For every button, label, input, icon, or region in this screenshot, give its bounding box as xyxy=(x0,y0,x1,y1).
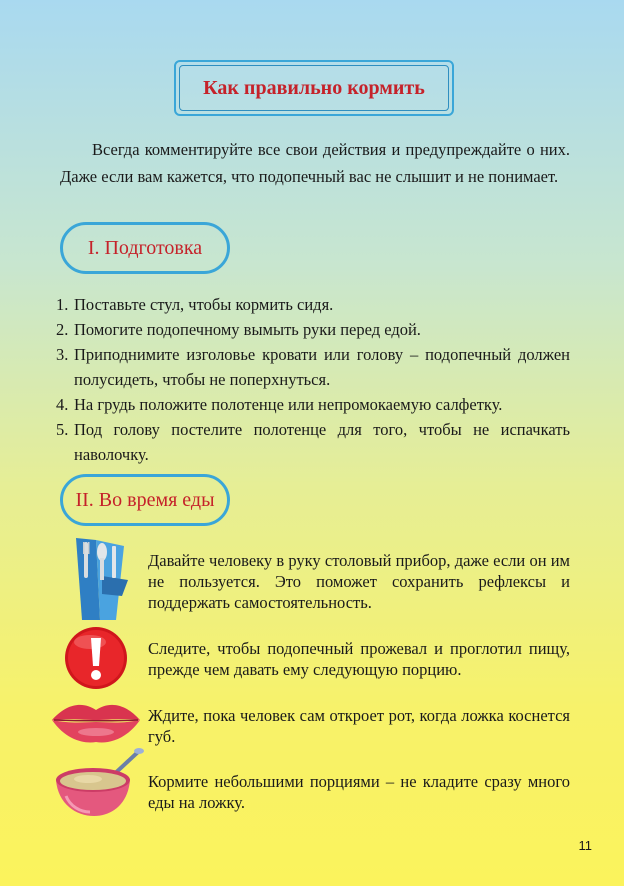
step-number: 1. xyxy=(56,295,69,314)
title-box xyxy=(174,60,454,116)
section-heading-during-meal: II. Во время еды xyxy=(60,474,230,526)
step-number: 3. xyxy=(56,345,69,364)
list-item xyxy=(56,342,570,392)
step-number: 5. xyxy=(56,420,69,439)
intro-paragraph xyxy=(60,136,570,190)
tip-text-open-mouth: Ждите, пока человек сам откроет рот, когда ложка коснется губ. xyxy=(148,706,570,746)
list-item xyxy=(56,317,570,342)
intro-text: Всегда комментируйте все свои действия и предупреждайте о них. Даже если вам кажется, что подопечный вас не слышит и не понимает. xyxy=(60,140,570,186)
lips-icon xyxy=(50,698,142,744)
step-text: Поставьте стул, чтобы кормить сидя. xyxy=(74,295,334,314)
step-text: На грудь положите полотенце или непромокаемую салфетку. xyxy=(74,395,503,414)
bowl-spoon-icon xyxy=(52,746,144,818)
step-text: Под голову постелите полотенце для того, чтобы не испачкать наволочку. xyxy=(74,420,570,464)
page-number: 11 xyxy=(578,838,592,853)
list-item xyxy=(56,292,570,317)
tip-text-cutlery: Давайте человеку в руку столовый прибор, даже если он им не пользуется. Это поможет сохранить рефлексы и поддержать самостоятельность. xyxy=(148,551,570,612)
tip-text-swallow: Следите, чтобы подопечный прожевал и проглотил пищу, прежде чем давать ему следующую порцию. xyxy=(148,639,570,679)
page-title: Как правильно кормить xyxy=(203,76,425,99)
step-text: Помогите подопечному вымыть руки перед едой. xyxy=(74,320,421,339)
list-item xyxy=(56,392,570,417)
cutlery-napkin-icon xyxy=(72,536,132,622)
list-item xyxy=(56,417,570,467)
step-number: 4. xyxy=(56,395,69,414)
exclamation-icon xyxy=(64,626,128,690)
tip-text-small-portions: Кормите небольшими порциями – не кладите сразу много еды на ложку. xyxy=(148,772,570,812)
step-number: 2. xyxy=(56,320,69,339)
section-heading-preparation: I. Подготовка xyxy=(60,222,230,274)
preparation-steps-list xyxy=(56,292,570,467)
step-text: Приподнимите изголовье кровати или голову – подопечный должен полусидеть, чтобы не поперхнуться. xyxy=(74,345,570,389)
